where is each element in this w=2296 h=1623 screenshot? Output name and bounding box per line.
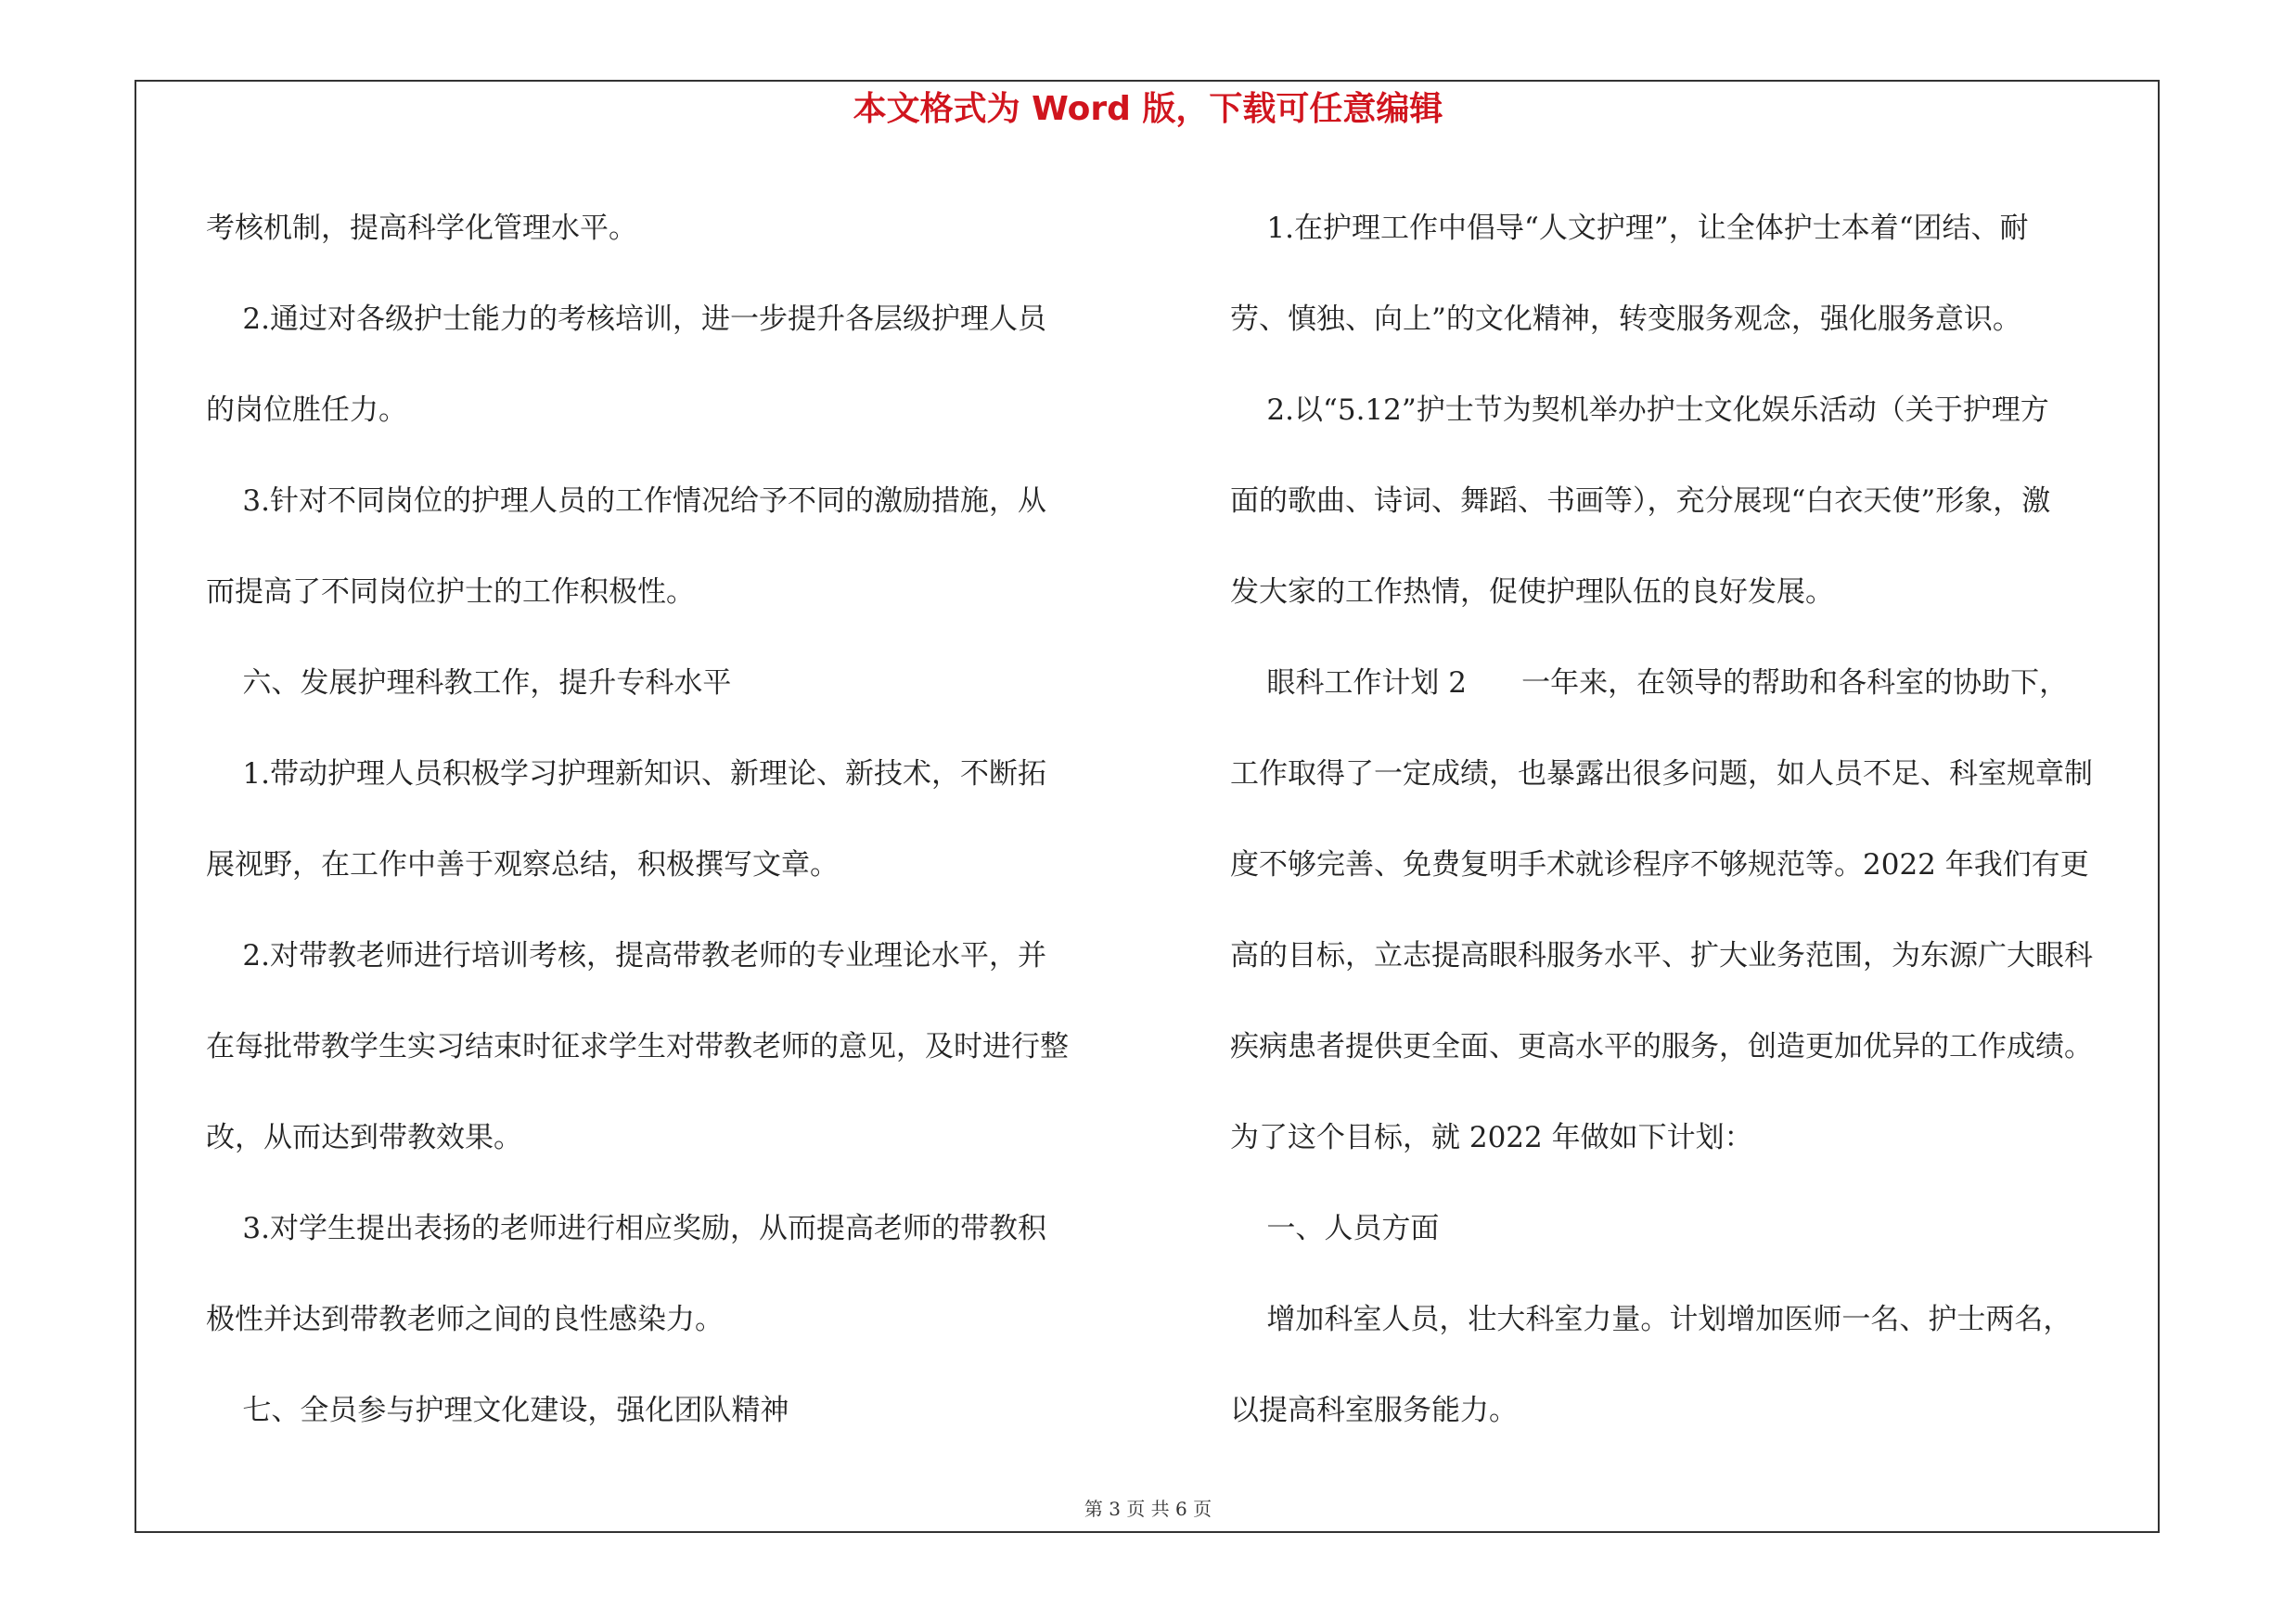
right-text-column: [1230, 183, 2148, 1456]
text-line: 以提高科室服务能力。: [1230, 1394, 1518, 1427]
left-text-column: [206, 183, 1124, 1456]
text-line: 的岗位胜任力。: [206, 393, 407, 427]
text-line: 眼科工作计划 2 一年来，在领导的帮助和各科室的协助下，: [1230, 666, 2069, 700]
text-line: 度不够完善、免费复明手术就诊程序不够规范等。2022 年我们有更: [1230, 848, 2089, 882]
text-line: 改，从而达到带教效果。: [206, 1121, 522, 1154]
text-line: 劳、慎独、向上”的文化精神，转变服务观念，强化服务意识。: [1230, 303, 2021, 336]
text-line: 而提高了不同岗位护士的工作积极性。: [206, 575, 695, 609]
text-line: 面的歌曲、诗词、舞蹈、书画等），充分展现“白衣天使”形象，激: [1230, 484, 2051, 518]
text-line: 2.以“5.12”护士节为契机举办护士文化娱乐活动（关于护理方: [1230, 393, 2049, 427]
text-line: 2.通过对各级护士能力的考核培训，进一步提升各层级护理人员: [206, 303, 1046, 336]
text-line: 1.带动护理人员积极学习护理新知识、新理论、新技术，不断拓: [206, 757, 1046, 791]
section-heading: 六、发展护理科教工作，提升专科水平: [206, 666, 732, 700]
text-line: 极性并达到带教老师之间的良性感染力。: [206, 1303, 724, 1336]
format-notice-banner: 本文格式为 Word 版，下载可任意编辑: [853, 90, 1443, 128]
text-line: 疾病患者提供更全面、更高水平的服务，创造更加优异的工作成绩。: [1230, 1030, 2093, 1063]
text-line: 2.对带教老师进行培训考核，提高带教老师的专业理论水平，并: [206, 939, 1046, 973]
section-heading: 七、全员参与护理文化建设，强化团队精神: [206, 1394, 789, 1427]
page-number-footer: 第 3 页 共 6 页: [1084, 1498, 1212, 1520]
text-line: 3.针对不同岗位的护理人员的工作情况给予不同的激励措施，从: [206, 484, 1046, 518]
text-line: 工作取得了一定成绩，也暴露出很多问题，如人员不足、科室规章制: [1230, 757, 2093, 791]
text-line: 1.在护理工作中倡导“人文护理”，让全体护士本着“团结、耐: [1230, 212, 2029, 245]
text-line: 考核机制，提高科学化管理水平。: [206, 212, 637, 245]
text-line: 3.对学生提出表扬的老师进行相应奖励，从而提高老师的带教积: [206, 1212, 1046, 1245]
section-heading: 一、人员方面: [1230, 1212, 1440, 1245]
text-line: 展视野，在工作中善于观察总结，积极撰写文章。: [206, 848, 839, 882]
text-line: 高的目标，立志提高眼科服务水平、扩大业务范围，为东源广大眼科: [1230, 939, 2093, 973]
text-line: 在每批带教学生实习结束时征求学生对带教老师的意见，及时进行整: [206, 1030, 1069, 1063]
text-line: 为了这个目标，就 2022 年做如下计划：: [1230, 1121, 1753, 1154]
text-line: 发大家的工作热情，促使护理队伍的良好发展。: [1230, 575, 1834, 609]
text-line: 增加科室人员，壮大科室力量。计划增加医师一名、护士两名，: [1230, 1303, 2072, 1336]
